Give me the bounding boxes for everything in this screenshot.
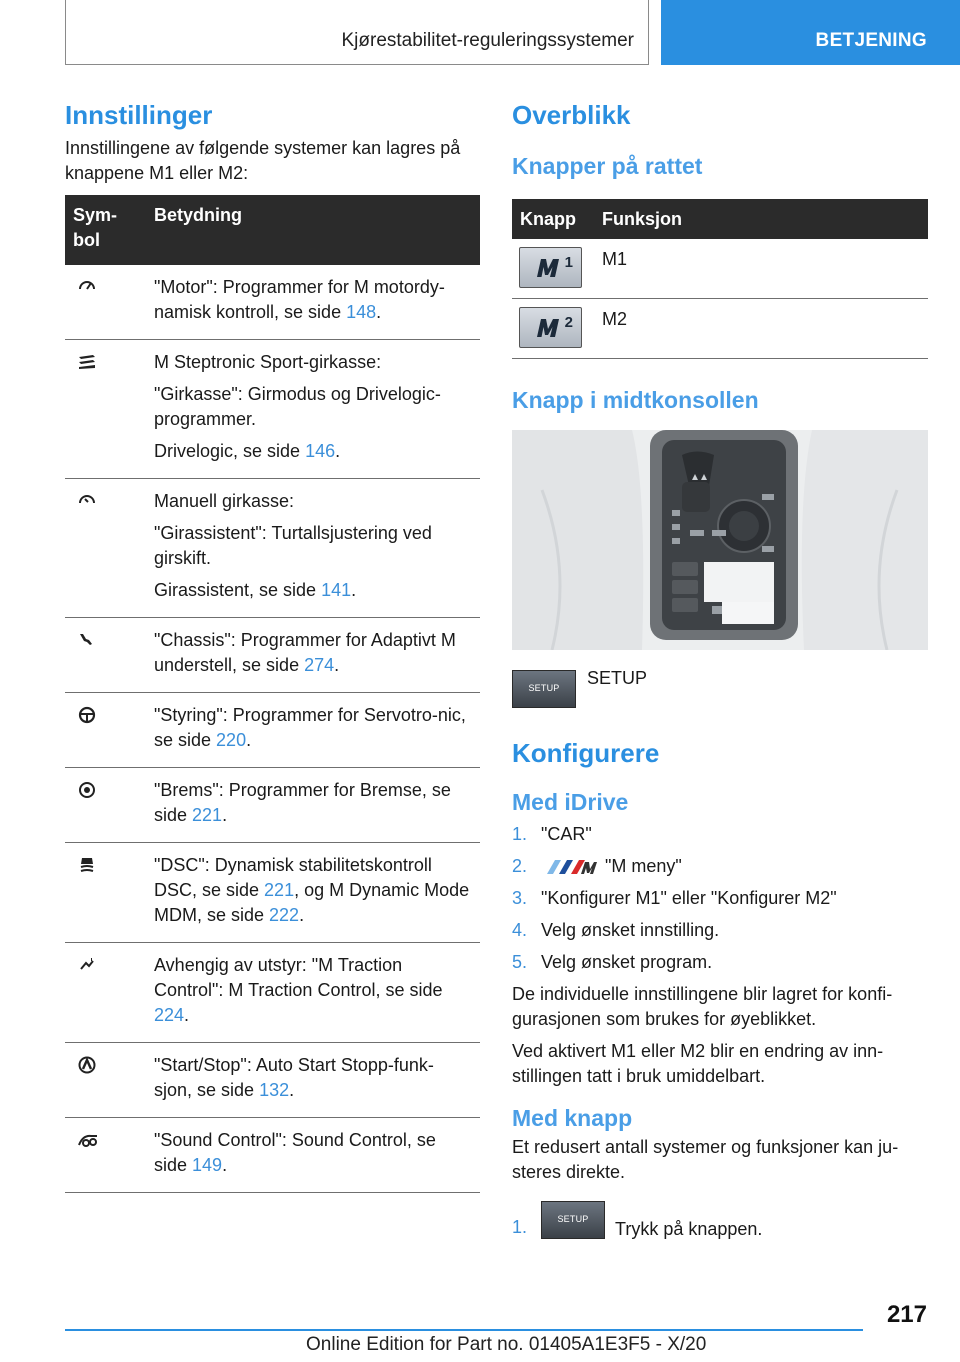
symbol-cell (65, 340, 146, 479)
config-note-2: Ved aktivert M1 eller M2 blir en endring av inn-stillingen tatt i bruk umiddelbart. (512, 1040, 884, 1086)
meaning-cell (146, 943, 480, 1043)
meaning-text-part: "Motor": Programmer for M motordy-namisk kontroll, se side (154, 277, 445, 323)
table-row (512, 239, 928, 299)
meaning-text-part: Manuell girkasse: (154, 491, 295, 512)
meaning-text-part: . (222, 805, 228, 826)
sound-control-icon (77, 1130, 101, 1150)
meaning-text-part: . (246, 730, 252, 751)
setup-row (512, 667, 928, 708)
list-item: 3. "Konfigurer M1" eller "Konfigurer M2" (512, 887, 837, 908)
meaning-text-part: . (289, 1080, 295, 1101)
col-function-header: Funksjon (594, 199, 928, 239)
page-link[interactable]: 274 (304, 655, 335, 676)
meaning-text-part: Avhengig av utstyr: "M Traction Control": M Traction Control, se side (154, 955, 443, 1001)
symbol-cell (65, 693, 146, 768)
page-link[interactable]: 148 (346, 302, 377, 323)
meaning-cell (146, 1118, 480, 1193)
gauge-icon (77, 277, 97, 297)
meaning-cell (146, 768, 480, 843)
symbol-cell (65, 1118, 146, 1193)
traction-icon (77, 955, 97, 975)
configure-title: Konfigurere (512, 737, 660, 768)
meaning-text (154, 578, 470, 603)
table-row (512, 299, 928, 359)
symbol-cell (65, 265, 146, 340)
header-section-box (661, 0, 960, 65)
right-column (512, 100, 928, 1242)
meaning-text-part: "Brems": Programmer for Bremse, se side (154, 780, 451, 826)
meaning-text (154, 1128, 470, 1178)
button-step (512, 1201, 928, 1242)
meaning-cell (146, 618, 480, 693)
overview-title: Overblikk (512, 100, 631, 130)
meaning-text-part: "Chassis": Programmer for Adaptivt M understell, se side (154, 630, 456, 676)
button-title: Med knapp (512, 1104, 633, 1131)
symbol-cell (65, 479, 146, 618)
table-row (65, 943, 480, 1043)
center-console-image (512, 430, 928, 650)
meaning-text-part: . (222, 1155, 228, 1176)
symbol-cell (65, 618, 146, 693)
page-link[interactable]: 132 (259, 1080, 290, 1101)
gearbox-icon (77, 352, 97, 372)
meaning-text-part: M Steptronic Sport-girkasse: (154, 352, 382, 373)
meaning-cell (146, 479, 480, 618)
meaning-text-part: , og M Dynamic Mode MDM, se side (154, 880, 470, 926)
knapp-table (512, 199, 928, 360)
config-note-1: De individuelle innstillingene blir lagret for konfi-gurasjonen som brukes for øyeblikket. (512, 983, 893, 1029)
col-symbol-header: Sym- bol (65, 195, 146, 265)
table-row (65, 479, 480, 618)
meaning-text-part: . (299, 905, 305, 926)
table-row (65, 768, 480, 843)
idrive-title: Med iDrive (512, 789, 629, 816)
col-meaning-header: Betydning (146, 195, 480, 265)
button-step-text: Trykk på knappen. (615, 1219, 763, 1240)
brake-icon (77, 780, 97, 800)
settings-title: Innstillinger (65, 100, 213, 130)
meaning-text (154, 439, 470, 464)
page-link[interactable]: 149 (192, 1155, 223, 1176)
col-button-header: Knapp (512, 199, 594, 239)
meaning-text-part: Girassistent, se side (154, 580, 322, 601)
header-chapter: Kjørestabilitet-reguleringssystemer (341, 30, 634, 51)
meaning-text (154, 382, 470, 432)
setup-button-small[interactable]: SETUP (541, 1201, 605, 1239)
header-chapter-box (65, 0, 649, 65)
wheel-buttons-title: Knapper på rattet (512, 153, 703, 180)
meaning-text-part: "Girassistent": Turtallsjustering ved girskift. (154, 523, 432, 569)
m-stripes-icon (541, 858, 597, 876)
meaning-text-part: . (376, 302, 382, 323)
symbol-cell (65, 1043, 146, 1118)
console-title: Knapp i midtkonsollen (512, 387, 759, 414)
m1-button-number: 1 (564, 253, 573, 271)
idrive-steps (512, 822, 928, 975)
page-number: 217 (886, 1301, 927, 1328)
setup-button[interactable]: SETUP (512, 670, 576, 708)
chassis-icon (77, 630, 97, 650)
meaning-text (154, 1053, 470, 1103)
meaning-text-part: . (335, 441, 341, 462)
symbol-cell (65, 843, 146, 943)
list-item: 1. "CAR" (512, 823, 592, 844)
table-row (65, 618, 480, 693)
meaning-cell (146, 1043, 480, 1118)
meaning-text-part: "Girkasse": Girmodus og Drivelogic-programmer. (154, 384, 441, 430)
meaning-cell (146, 843, 480, 943)
settings-table (65, 195, 480, 1193)
m2-button[interactable] (519, 307, 582, 348)
m-logo-icon (534, 316, 564, 340)
meaning-text-part: Drivelogic, se side (154, 441, 306, 462)
settings-intro: Innstillingene av følgende systemer kan lagres på knappene M1 eller M2: (65, 138, 461, 184)
page-link[interactable]: 221 (264, 880, 295, 901)
meaning-text (154, 703, 470, 753)
m1-function: M1 (594, 239, 928, 299)
meaning-text-part: "Sound Control": Sound Control, se side (154, 1130, 436, 1176)
meaning-text (154, 953, 470, 1028)
left-column (65, 100, 480, 1193)
table-row (65, 340, 480, 479)
button-step-number: 1. (512, 1217, 528, 1238)
page-link[interactable]: 224 (154, 1005, 185, 1026)
m2-button-number: 2 (564, 314, 573, 332)
meaning-text (154, 853, 470, 928)
m-logo-icon (534, 256, 564, 280)
meaning-cell (146, 693, 480, 768)
meaning-text (154, 489, 470, 514)
meaning-cell (146, 340, 480, 479)
symbol-cell (65, 768, 146, 843)
meaning-text-part: "Styring": Programmer for Servotro-nic, se side (154, 705, 466, 751)
meaning-text-part: "Start/Stop": Auto Start Stopp-funk-sjon, se side (154, 1055, 434, 1101)
table-row (65, 265, 480, 340)
meaning-text (154, 628, 470, 678)
meaning-text-part: . (184, 1005, 190, 1026)
meaning-text (154, 350, 470, 375)
shift-assist-icon (77, 491, 97, 511)
meaning-text (154, 778, 470, 828)
meaning-text (154, 521, 470, 571)
page-link[interactable]: 222 (269, 905, 300, 926)
symbol-cell (65, 943, 146, 1043)
setup-label: SETUP (587, 667, 648, 688)
meaning-text (154, 275, 470, 325)
list-item: 5. Velg ønsket program. (512, 951, 713, 972)
meaning-text-part: . (334, 655, 340, 676)
meaning-cell (146, 265, 480, 340)
table-row (65, 1043, 480, 1118)
start-stop-icon (77, 1055, 97, 1075)
dsc-icon (77, 855, 97, 875)
meaning-text-part: "DSC": Dynamisk stabilitetskontroll DSC, se side (154, 855, 432, 901)
list-item: 2. "M meny" (512, 855, 682, 876)
steering-wheel-icon (77, 705, 97, 725)
page-link[interactable]: 141 (321, 580, 352, 601)
m2-function: M2 (594, 299, 928, 359)
footer-divider (65, 1329, 863, 1331)
m1-button[interactable] (519, 247, 582, 288)
page-link[interactable]: 220 (216, 730, 247, 751)
list-item: 4. Velg ønsket innstilling. (512, 919, 720, 940)
page-link[interactable]: 221 (192, 805, 223, 826)
footer-edition: Online Edition for Part no. 01405A1E3F5 - X/20 (306, 1334, 707, 1355)
table-row (65, 1118, 480, 1193)
meaning-text-part: . (351, 580, 357, 601)
table-row (65, 843, 480, 943)
button-note: Et redusert antall systemer og funksjoner kan ju-steres direkte. (512, 1137, 899, 1183)
header-section: BETJENING (815, 30, 927, 51)
page-link[interactable]: 146 (305, 441, 336, 462)
table-row (65, 693, 480, 768)
